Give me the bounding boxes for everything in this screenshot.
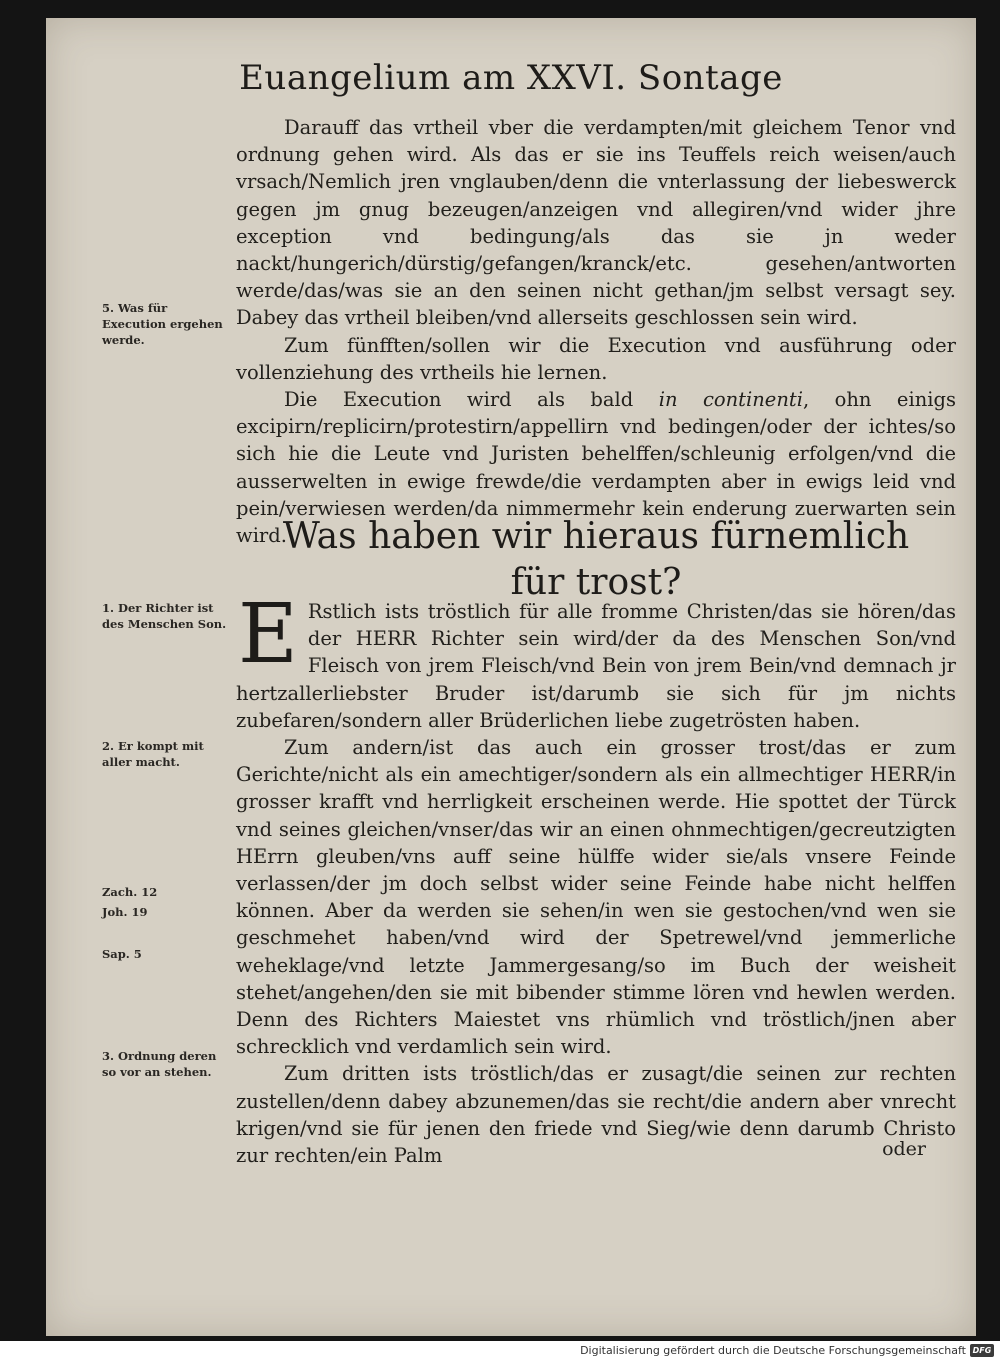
footer-bar xyxy=(0,1341,1000,1361)
marginal-note-1: 1. Der Richter ist des Menschen Son. xyxy=(102,601,227,631)
paragraph-4-text: Rstlich ists tröstlich für alle fromme Christen/das sie hören/das der HERR Richter sein wird/der da des Menschen Son/vnd Fleisch von jrem Fleisch/vnd Bein von jrem Bein/vnd demnach jr hertzallerliebster Bruder ist/darumb sie sich für jm nichts zubefaren/sondern aller Brüderlichen liebe zugetrösten haben. xyxy=(236,600,956,732)
paragraph-4 xyxy=(236,587,956,734)
paragraph-2: Zum fünfften/sollen wir die Execution vnd ausführung oder vollenziehung des vrtheils hie lernen. xyxy=(236,333,956,384)
section-title xyxy=(236,514,956,606)
paragraph-1: Darauff das vrtheil vber die verdampten/mit gleichem Tenor vnd ordnung gehen wird. Als das er sie ins Teuffels reich weisen/auch vrsach/Nemlich jren vnglauben/denn die vnterlassung der liebeswerck gegen jm gnug bezeugen/anzeigen vnd allegiren/vnd wider jhre exception vnd bedingung/als das sie jn weder nackt/hungerich/dürstig/gefangen/kranck/etc. gesehen/antworten werde/das/was sie an den seinen nicht gethan/jm selbst versagt sey. Dabey das vrtheil bleiben/vnd allerseits geschlossen sein wird. xyxy=(236,116,956,330)
marginal-note-5: 5. Was für Execution ergehen werde. xyxy=(102,301,223,347)
text-block-2 xyxy=(236,587,956,1169)
section-title-line-2: für trost? xyxy=(510,562,682,603)
running-head: Euangelium am XXVI. Sontage xyxy=(239,58,783,98)
paragraph-5: Zum andern/ist das auch ein grosser trost/das er zum Gerichte/nicht als ein amechtiger/sondern als ein allmechtiger HERR/in grosser krafft vnd herrligkeit erscheinen werde. Hie spottet der Türck vnd seines gleichen/vnser/das wir an einen ohnmechtigen/gecreutzigten HErrn gleuben/vns auff seine hülffe wider sie/als vnsere Feinde verlassen/der jm doch selbst wider seine Feinde habe nicht helffen können. Aber da werden sie sehen/in wen sie gestochen/vnd wen sie geschmehet haben/vnd wird der Spetrewel/vnd jemmerliche weheklage/vnd letzte Jammergesang/so im Buch der weisheit stehet/angehen/den sie mit bibender stimme lören vnd hewlen werden. Denn des Richters Maiestet vns rhümlich vnd tröstlich/jnen aber schrecklich vnd verdamlich sein wird. xyxy=(236,736,956,1059)
marginal-note-joh: Joh. 19 xyxy=(102,905,148,919)
latin-phrase: in continenti xyxy=(658,388,803,412)
marginal-note-2: 2. Er kompt mit aller macht. xyxy=(102,739,204,769)
catchword: oder xyxy=(882,1138,926,1160)
paragraph-3-part-a: Die Execution wird als bald xyxy=(284,388,659,412)
marginal-note-zach: Zach. 12 xyxy=(102,885,158,899)
marginal-note-3: 3. Ordnung deren so vor an stehen. xyxy=(102,1049,217,1079)
marginal-note-sap: Sap. 5 xyxy=(102,947,142,961)
drop-capital: E xyxy=(238,587,298,682)
paragraph-3-part-b: , ohn einigs excipirn/replicirn/protestirn/appellirn vnd bedingen/oder der ichtes/so sich hie die Leute vnd Juristen behelffen/schleunig erfolgen/vnd die ausserwelten in ewige frewde/die verdampten aber in ewigs leid vnd pein/verwiesen werden/da nimmermehr kein enderung zuerwarten sein wird. xyxy=(236,388,956,548)
text-block-1 xyxy=(236,114,956,549)
section-title-line-1: Was haben wir hieraus fürnemlich xyxy=(282,516,910,557)
funding-credit: Digitalisierung gefördert durch die Deutsche Forschungsgemeinschaft xyxy=(580,1344,966,1357)
paragraph-6: Zum dritten ists tröstlich/das er zusagt/die seinen zur rechten zustellen/denn dabey abzunemen/das sie recht/die andern aber vnrecht krigen/vnd sie für jenen den friede vnd Sieg/wie denn darumb Christo zur rechten/ein Palm xyxy=(236,1062,956,1168)
book-page xyxy=(46,18,976,1336)
dfg-logo: DFG xyxy=(970,1344,994,1357)
